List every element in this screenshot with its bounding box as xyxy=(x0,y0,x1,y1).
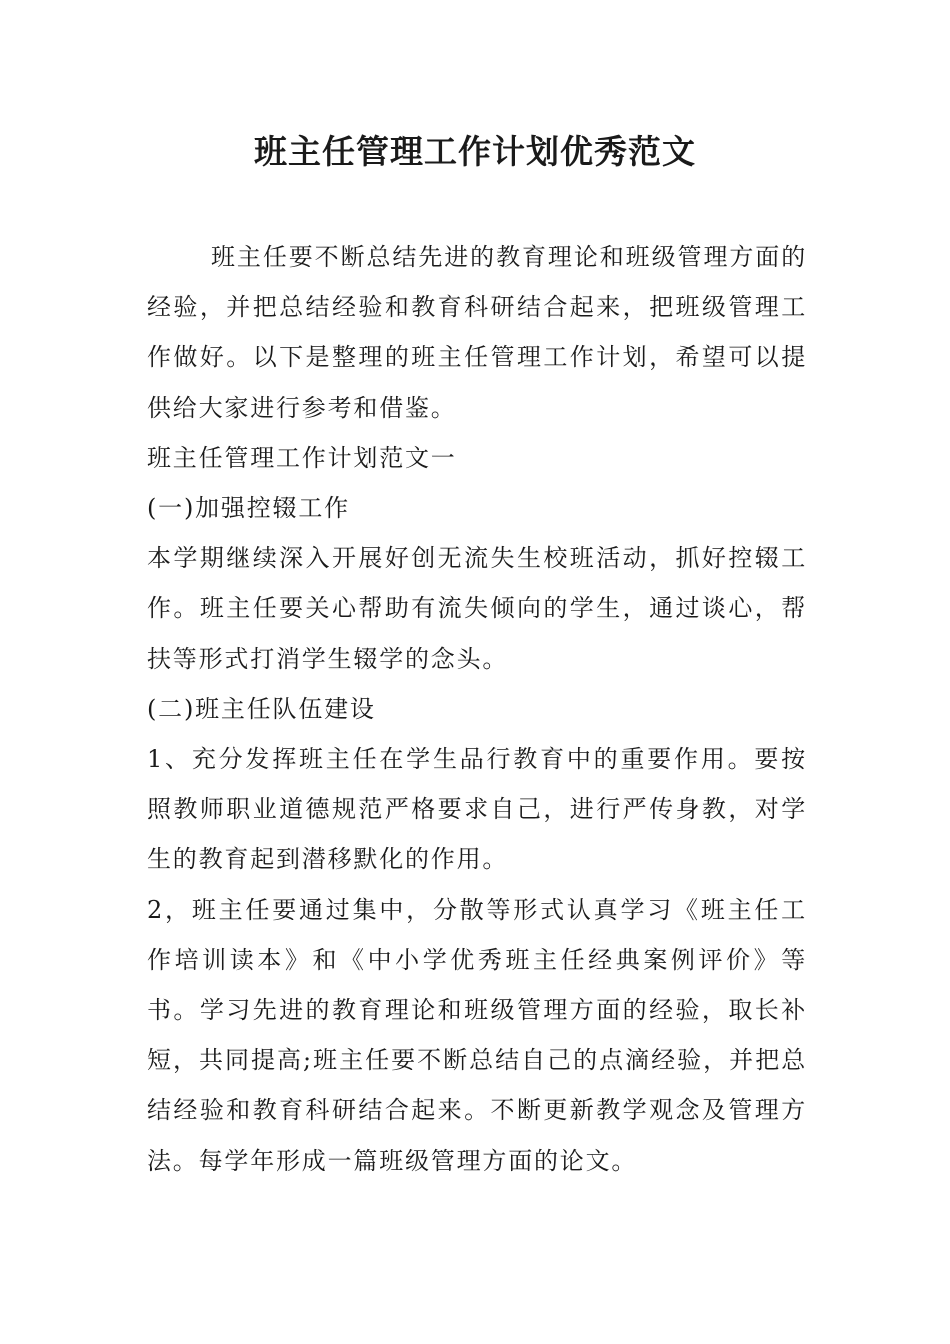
intro-paragraph: 班主任要不断总结先进的教育理论和班级管理方面的经验，并把总结经验和教育科研结合起来，把班级管理工作做好。以下是整理的班主任管理工作计划，希望可以提供给大家进行参考和借鉴。 xyxy=(147,243,807,422)
paragraph-3: 2，班主任要通过集中，分散等形式认真学习《班主任工作培训读本》和《中小学优秀班主任经典案例评价》等书。学习先进的教育理论和班级管理方面的经验，取长补短，共同提高;班主任要不断总结自己的点滴经验，并把总结经验和教育科研结合起来。不断更新教学观念及管理方法。每学年形成一篇班级管理方面的论文。 xyxy=(147,895,807,1175)
paragraph-2: 1、充分发挥班主任在学生品行教育中的重要作用。要按照教师职业道德规范严格要求自己，进行严传身教，对学生的教育起到潜移默化的作用。 xyxy=(147,745,807,874)
section-heading: 班主任管理工作计划范文一 xyxy=(147,443,457,472)
document-body xyxy=(147,232,807,1186)
document-title: 班主任管理工作计划优秀范文 xyxy=(254,132,696,171)
subheading-1: (一)加强控辍工作 xyxy=(147,494,350,523)
subheading-2: (二)班主任队伍建设 xyxy=(147,694,376,723)
paragraph-1: 本学期继续深入开展好创无流失生校班活动，抓好控辍工作。班主任要关心帮助有流失倾向的学生，通过谈心，帮扶等形式打消学生辍学的念头。 xyxy=(147,544,807,673)
